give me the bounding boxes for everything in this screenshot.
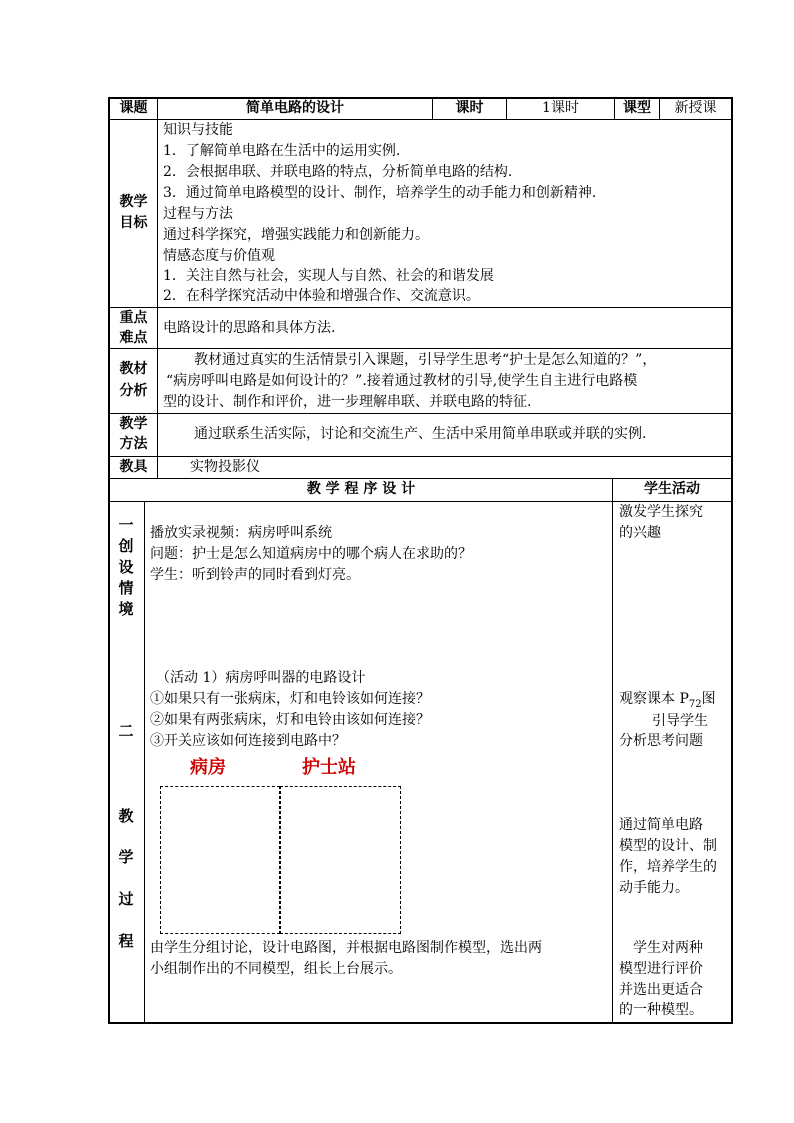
section1-label-char: 设 <box>118 558 134 576</box>
student-activity-header: 学生活动 <box>644 481 700 497</box>
section2-activity-c-line: 模型进行评价 <box>619 961 703 977</box>
section1-label-char: 情 <box>118 579 134 597</box>
section1-label-char: 一 <box>118 516 134 534</box>
section1-line: 学生：听到铃声的同时看到灯亮。 <box>150 567 360 583</box>
key-points-label-line1: 重点 <box>119 310 148 326</box>
section2-activity-a-line: 引导学生 <box>652 713 708 729</box>
row-divider <box>108 348 733 349</box>
section2-question: ②如果有两张病床，灯和电铃由该如何连接？ <box>150 712 430 728</box>
section1-activity-line: 的兴趣 <box>619 525 661 541</box>
divider <box>144 501 145 1023</box>
objectives-line: 1．了解简单电路在生活中的运用实例. <box>163 143 401 159</box>
row-divider <box>108 307 733 308</box>
section2-label-char: 教 <box>118 807 134 825</box>
analysis-label-line2: 分析 <box>119 383 148 399</box>
objectives-line: 3．通过简单电路模型的设计、制作，培养学生的动手能力和创新精神. <box>163 185 597 201</box>
objectives-label-line1: 教学 <box>119 194 148 210</box>
diagram-label-ward: 病房 <box>190 757 226 778</box>
objectives-line: 知识与技能 <box>163 122 233 138</box>
tools-label: 教具 <box>119 459 148 475</box>
row-divider <box>108 413 733 414</box>
period-label: 课时 <box>455 100 484 116</box>
section1-line: 问题：护士是怎么知道病房中的哪个病人在求助的？ <box>150 546 472 562</box>
divider <box>612 478 613 1023</box>
section1-activity-line: 激发学生探究 <box>619 504 703 520</box>
objectives-line: 2．在科学探究活动中体验和增强合作、交流意识。 <box>163 288 480 304</box>
objectives-label-line2: 目标 <box>119 215 148 231</box>
section2-activity-b-line: 模型的设计、制 <box>619 838 717 854</box>
section2-label-char: 过 <box>118 890 134 908</box>
objectives-line: 情感态度与价值观 <box>163 248 275 264</box>
diagram-label-nurse-station: 护士站 <box>302 757 356 778</box>
section1-label-char: 境 <box>118 600 134 618</box>
section2-activity-c-line: 并选出更适合 <box>619 982 703 998</box>
label-column-divider <box>157 97 158 479</box>
section2-label-char: 二 <box>118 722 134 740</box>
table-border-bottom <box>108 1022 733 1024</box>
activity-a-prefix: 观察课本 P <box>619 691 689 707</box>
objectives-line: 1．关注自然与社会，实现人与自然、社会的和谐发展 <box>163 268 494 284</box>
section2-activity-b-line: 动手能力。 <box>619 880 689 896</box>
section1-label-char: 创 <box>118 537 134 555</box>
diagram-ward-box <box>160 786 280 934</box>
section2-activity-b-line: 作，培养学生的 <box>619 859 717 875</box>
objectives-line: 2．会根据串联、并联电路的特点，分析简单电路的结构. <box>163 164 513 180</box>
program-design-header: 教 学 程 序 设 计 <box>306 481 416 497</box>
topic-value: 简单电路的设计 <box>246 100 344 116</box>
method-label-line2: 方法 <box>119 436 148 452</box>
objectives-line: 通过科学探究，增强实践能力和创新能力。 <box>163 227 429 243</box>
objectives-line: 过程与方法 <box>163 206 233 222</box>
activity-a-suffix: 图 <box>701 691 716 707</box>
section2-activity-b-line: 通过简单电路 <box>619 817 703 833</box>
type-label: 课型 <box>623 100 651 116</box>
topic-label: 课题 <box>119 100 148 116</box>
section2-after-line: 小组制作出的不同模型，组长上台展示。 <box>150 961 402 977</box>
section2-after-line: 由学生分组讨论，设计电路图，并根据电路图制作模型，选出两 <box>150 940 542 956</box>
section2-activity-a-line: 分析思考问题 <box>619 733 703 749</box>
table-border-right <box>731 97 733 1024</box>
period-value: 1课时 <box>542 100 579 116</box>
section2-activity-c-line: 的一种模型。 <box>619 1002 703 1018</box>
key-points-text: 电路设计的思路和具体方法. <box>163 320 336 336</box>
section2-label-char: 学 <box>118 848 134 866</box>
type-value: 新授课 <box>674 100 717 116</box>
section1-line: 播放实录视频：病房呼叫系统 <box>150 525 332 541</box>
analysis-line: 教材通过真实的生活情景引入课题，引导学生思考“护士是怎么知道的？”， <box>194 352 657 368</box>
tools-text: 实物投影仪 <box>190 459 260 475</box>
analysis-line: 型的设计、制作和评价，进一步理解串联、并联电路的特征. <box>163 394 532 410</box>
section2-question: ③开关应该如何连接到电路中？ <box>150 733 346 749</box>
method-text: 通过联系生活实际，讨论和交流生产、生活中采用简单串联或并联的实例. <box>194 426 647 442</box>
analysis-line: “病房呼叫电路是如何设计的？”.接着通过教材的引导,使学生自主进行电路模 <box>166 373 638 389</box>
diagram-nurse-station-box <box>280 786 401 934</box>
section2-activity-c-line: 学生对两种 <box>633 940 703 956</box>
key-points-label-line2: 难点 <box>119 330 148 346</box>
activity-a-page-number: 72 <box>688 698 702 710</box>
method-label-line1: 教学 <box>119 416 148 432</box>
section2-question: ①如果只有一张病床，灯和电铃该如何连接？ <box>150 691 430 707</box>
section2-activity-title: （活动 1）病房呼叫器的电路设计 <box>156 670 366 686</box>
section2-label-char: 程 <box>118 932 134 950</box>
analysis-label-line1: 教材 <box>119 361 148 377</box>
